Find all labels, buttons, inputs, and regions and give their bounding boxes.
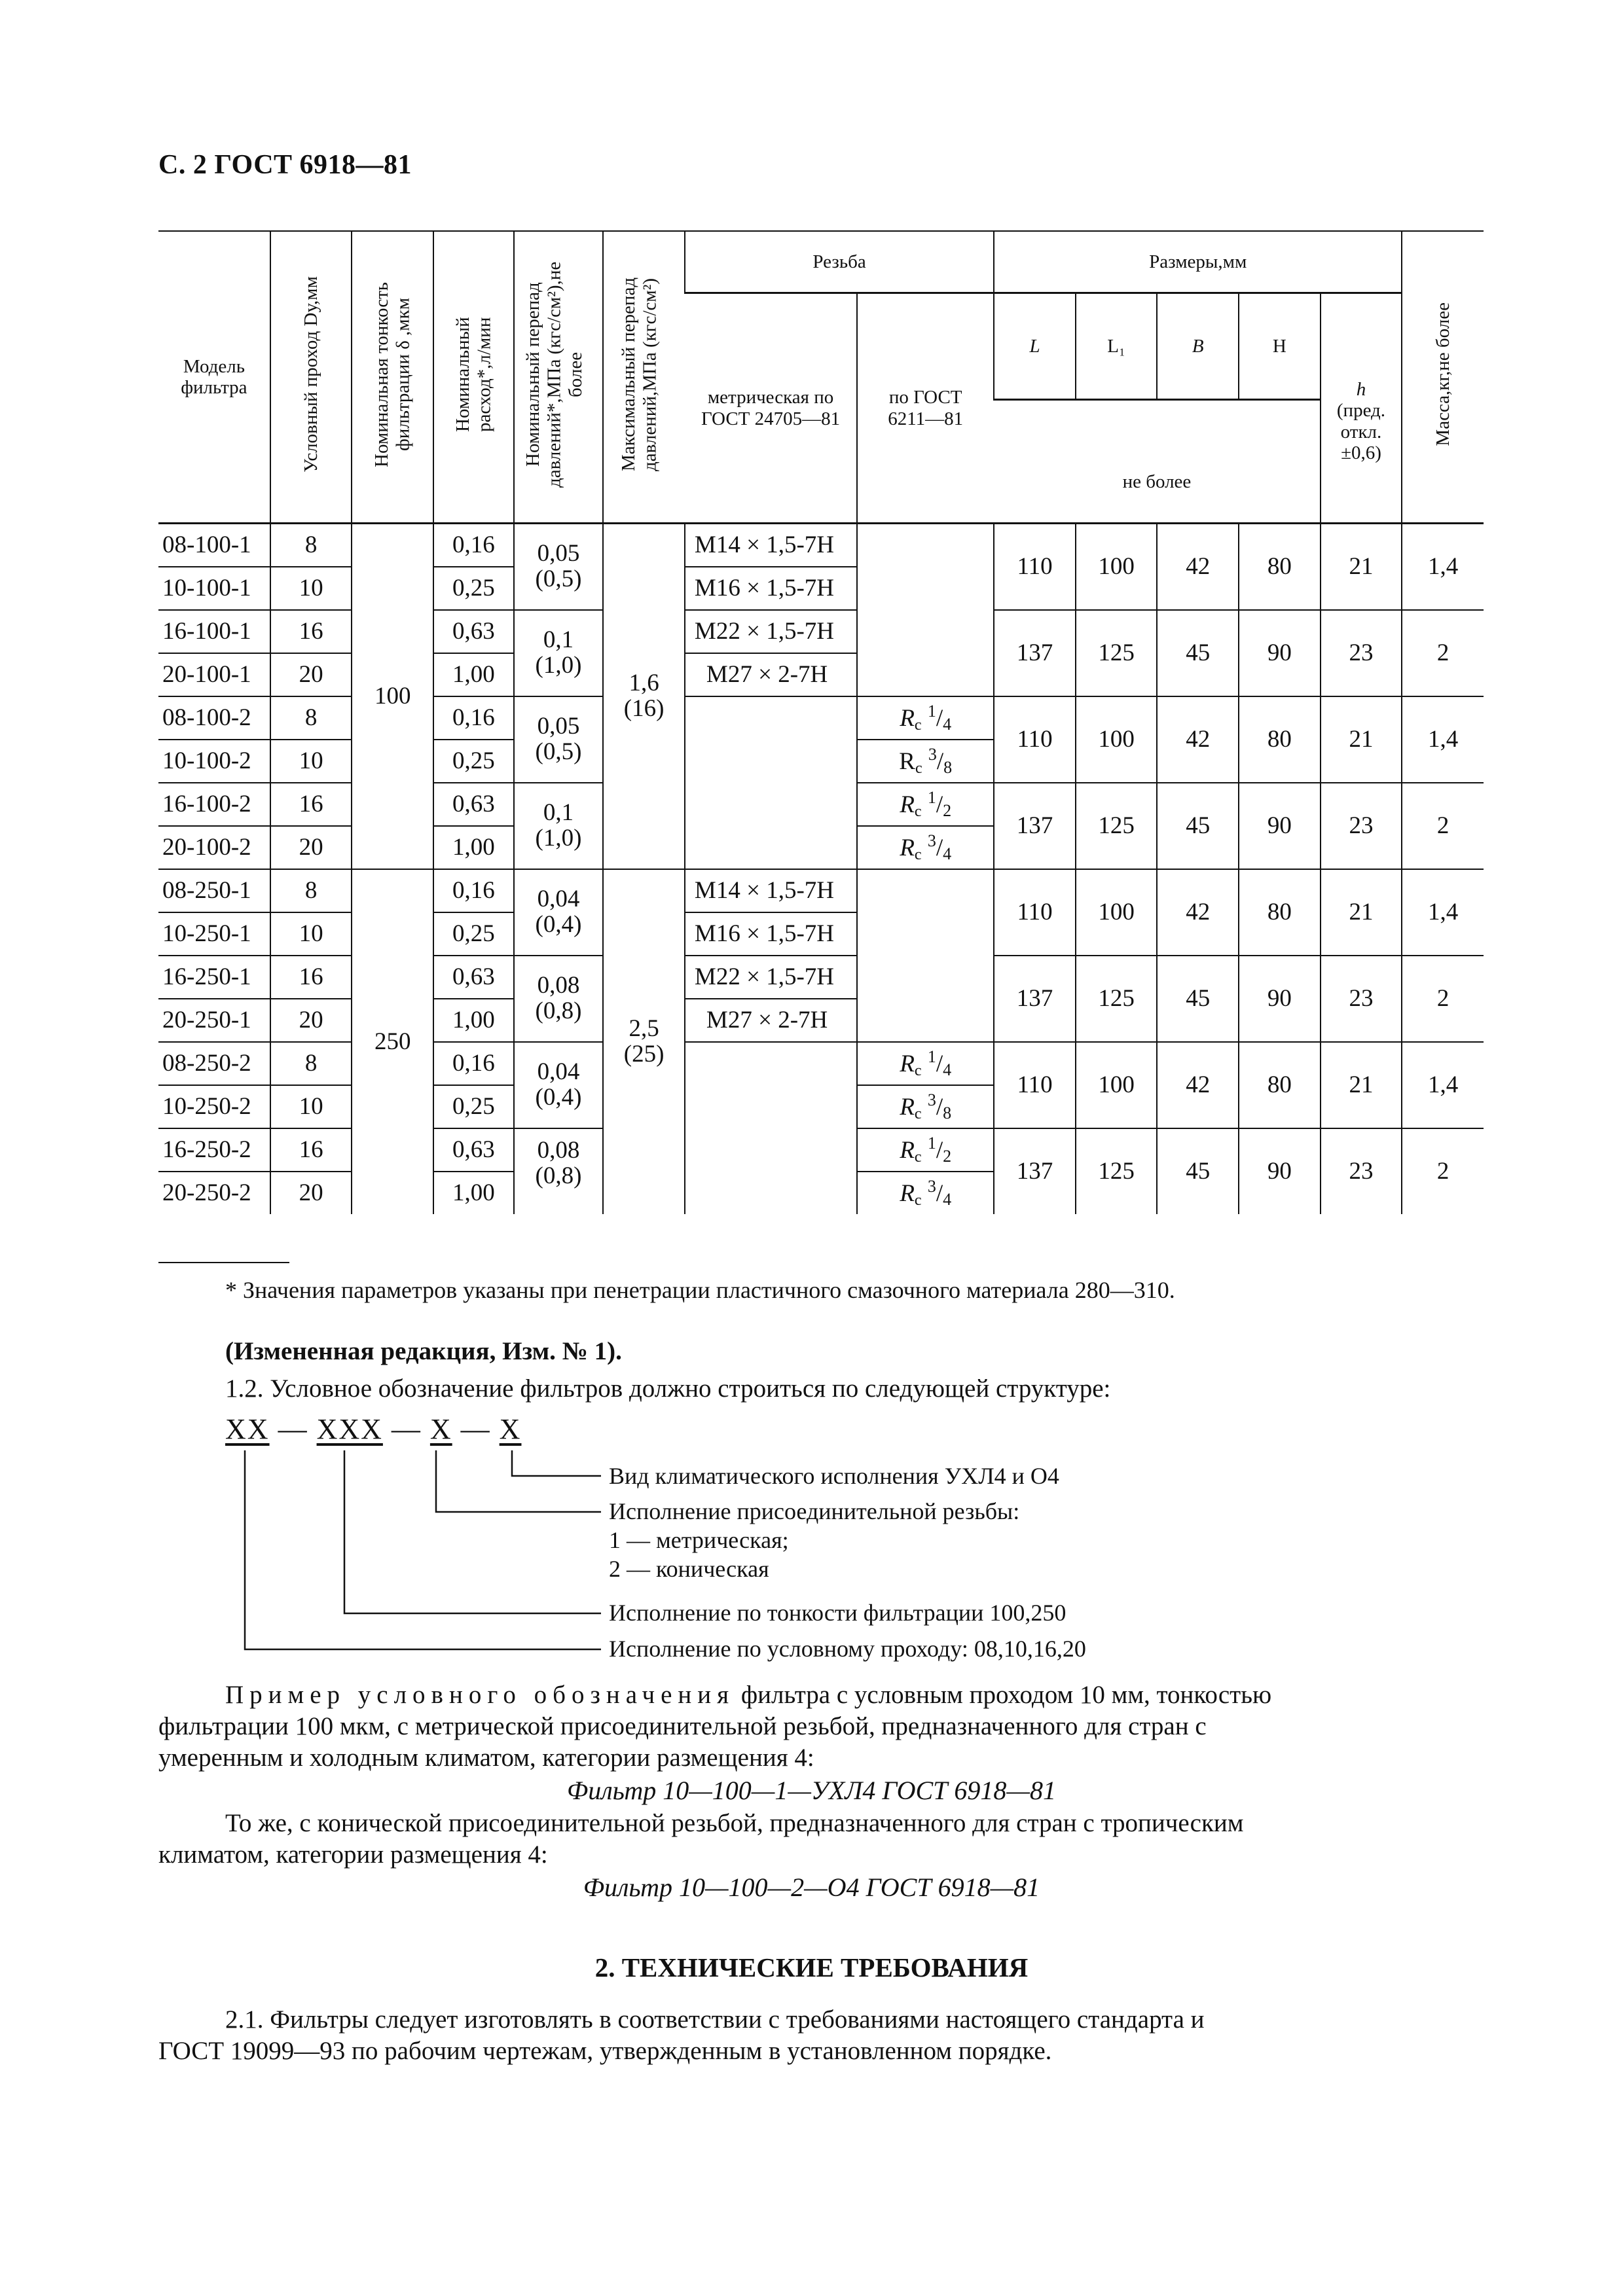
nominal-drop-mpa: 0,04 (537, 886, 580, 913)
cell-dy: 20 (270, 826, 352, 869)
cell-model: 08-250-2 (158, 1042, 270, 1085)
cell-H: 90 (1239, 610, 1321, 696)
example2-line2: климатом, категории размещения 4: (158, 1840, 548, 1869)
thread-r-sub: c (915, 759, 922, 777)
example2-designation: Фильтр 10—100—2—О4 ГОСТ 6918—81 (583, 1873, 1040, 1902)
cell-conic-thread: $R_c$ $^1$/2 (857, 783, 994, 826)
cell-h: 21 (1321, 524, 1402, 611)
code-diameter: XX (225, 1413, 270, 1445)
cell-mass: 2 (1402, 1128, 1484, 1214)
header-nominal-drop: Номинальный перепад давлений*,МПа (кгс/см²),не более (514, 231, 604, 524)
cell-h: 23 (1321, 956, 1402, 1042)
thread-den: 2 (943, 800, 952, 820)
cell-flow: 0,25 (433, 912, 514, 956)
cell-conic-thread: $R_c$ $^3$/4 (857, 1172, 994, 1214)
header-dy: Условный проход Dу,мм (270, 231, 352, 524)
header-B: B (1157, 293, 1239, 400)
cell-dy: 16 (270, 1128, 352, 1172)
thread-num: 1 (927, 787, 936, 807)
thread-r-sub: c (914, 802, 922, 820)
cell-L1: 125 (1076, 783, 1158, 869)
example1-line1-rest: фильтра с условным проходом 10 мм, тонкостью (735, 1681, 1272, 1709)
cell-h: 23 (1321, 783, 1402, 869)
cell-L1: 125 (1076, 610, 1158, 696)
cell-B: 42 (1157, 524, 1239, 611)
cell-flow: 0,16 (433, 696, 514, 740)
thread-r: R (900, 1179, 915, 1207)
nominal-drop-kgf: (0,8) (535, 1162, 582, 1189)
thread-r-sub: c (914, 1105, 922, 1122)
cell-h: 21 (1321, 696, 1402, 783)
cell-mass: 2 (1402, 956, 1484, 1042)
cell-model: 10-100-2 (158, 740, 270, 783)
leader-line-diameter (245, 1450, 601, 1649)
nominal-drop-kgf: (0,5) (535, 738, 582, 765)
nominal-drop-mpa: 0,04 (537, 1058, 580, 1086)
cell-flow: 0,16 (433, 524, 514, 567)
header-h-symbol: h (1356, 378, 1366, 400)
cell-L1: 125 (1076, 1128, 1158, 1214)
cell-H: 90 (1239, 783, 1321, 869)
thread-r-sub: c (914, 1191, 922, 1209)
cell-metric-thread: M16 × 1,5-7H (685, 567, 857, 610)
code-climate: X (499, 1413, 522, 1445)
header-flow: Номинальный расход*,л/мин (433, 231, 514, 524)
cell-fineness: 100 (352, 524, 433, 870)
cell-L: 110 (994, 869, 1076, 956)
cell-conic-thread: $R_c$ $^3$/4 (857, 826, 994, 869)
thread-r-sub: c (914, 716, 922, 734)
max-drop-kgf: (25) (623, 1041, 665, 1067)
example1-line2: фильтрации 100 мкм, с метрической присоединительной резьбой, предназначенного для стран с (158, 1712, 1207, 1740)
cell-conic-thread: $R_c$ $^3$/8 (857, 740, 994, 783)
cell-metric-thread: M16 × 1,5-7H (685, 912, 857, 956)
cell-model: 16-250-1 (158, 956, 270, 999)
cell-model: 16-100-2 (158, 783, 270, 826)
cell-model: 20-100-2 (158, 826, 270, 869)
header-H: H (1239, 293, 1321, 400)
header-fineness: Номинальная тонкость фильтрации δ ,мкм (352, 231, 433, 524)
header-not-more: не более (994, 400, 1320, 524)
cell-mass: 2 (1402, 783, 1484, 869)
cell-H: 90 (1239, 1128, 1321, 1214)
thread-r: R (900, 834, 915, 861)
thread-r: R (900, 1093, 915, 1121)
cell-metric-thread: M14 × 1,5-7H (685, 869, 857, 912)
cell-dy: 8 (270, 524, 352, 567)
cell-L: 137 (994, 783, 1076, 869)
cell-flow: 1,00 (433, 653, 514, 696)
cell-H: 80 (1239, 696, 1321, 783)
code-thread: X (429, 1413, 452, 1445)
thread-num: 3 (927, 1176, 936, 1196)
cell-model: 16-250-2 (158, 1128, 270, 1172)
cell-model: 16-100-1 (158, 610, 270, 653)
cell-model: 10-250-2 (158, 1085, 270, 1128)
header-thread-gost: по ГОСТ 6211—81 (857, 293, 994, 524)
max-drop-mpa: 2,5 (629, 1015, 659, 1043)
paragraph-1-2: 1.2. Условное обозначение фильтров должно строиться по следующей структуре: (225, 1374, 1111, 1403)
cell-h: 21 (1321, 869, 1402, 956)
cell-dy: 10 (270, 1085, 352, 1128)
cell-H: 80 (1239, 869, 1321, 956)
header-model: Модель фильтра (158, 231, 270, 524)
cell-h: 23 (1321, 610, 1402, 696)
thread-num: 1 (927, 701, 936, 721)
nominal-drop-kgf: (1,0) (535, 652, 582, 679)
cell-L: 110 (994, 524, 1076, 611)
header-dimensions: Размеры,мм (994, 231, 1402, 293)
dash: — (452, 1413, 500, 1445)
nominal-drop-mpa: 0,08 (537, 972, 580, 999)
cell-flow: 0,63 (433, 783, 514, 826)
thread-den: 2 (943, 1146, 952, 1166)
thread-den: 4 (943, 1060, 952, 1079)
cell-B: 42 (1157, 1042, 1239, 1128)
example2-line1: То же, с конической присоединительной резьбой, предназначенного для стран с тропическим (225, 1809, 1244, 1837)
cell-dy: 10 (270, 740, 352, 783)
header-L1: L₁ (1076, 293, 1158, 400)
thread-den: 4 (943, 844, 952, 863)
nominal-drop-kgf: (0,5) (535, 565, 582, 592)
dash: — (382, 1413, 430, 1445)
cell-dy: 8 (270, 696, 352, 740)
cell-flow: 1,00 (433, 1172, 514, 1214)
cell-dy: 16 (270, 956, 352, 999)
cell-L1: 100 (1076, 696, 1158, 783)
nominal-drop-kgf: (0,8) (535, 997, 582, 1024)
nominal-drop-mpa: 0,05 (537, 713, 580, 740)
legend-thread: Исполнение присоединительной резьбы: (609, 1498, 1020, 1524)
example1-designation: Фильтр 10—100—1—УХЛ4 ГОСТ 6918—81 (567, 1776, 1056, 1805)
cell-dy: 10 (270, 567, 352, 610)
cell-L: 137 (994, 956, 1076, 1042)
example1-line3: умеренным и холодным климатом, категории размещения 4: (158, 1744, 814, 1772)
header-thread-metric: метрическая по ГОСТ 24705—81 (685, 293, 857, 524)
nominal-drop-mpa: 0,08 (537, 1137, 580, 1164)
header-max-drop: Максимальный перепад давлений,МПа (кгс/см²) (603, 231, 685, 524)
cell-B: 45 (1157, 610, 1239, 696)
cell-model: 20-250-1 (158, 999, 270, 1042)
cell-flow: 1,00 (433, 999, 514, 1042)
cell-flow: 1,00 (433, 826, 514, 869)
leader-line-fineness (344, 1450, 601, 1613)
cell-L1: 125 (1076, 956, 1158, 1042)
cell-mass: 1,4 (1402, 869, 1484, 956)
nominal-drop-mpa: 0,1 (543, 626, 574, 654)
cell-conic-thread: $R_c$ $^1$/4 (857, 1042, 994, 1085)
header-h-tolerance: (пред. откл. ±0,6) (1336, 400, 1386, 463)
cell-flow: 0,25 (433, 567, 514, 610)
thread-den: 8 (943, 757, 953, 777)
cell-conic-thread: $R_c$ $^1$/2 (857, 1128, 994, 1172)
cell-metric-thread: M27 × 2-7H (685, 653, 857, 696)
cell-flow: 0,63 (433, 1128, 514, 1172)
cell-model: 08-250-1 (158, 869, 270, 912)
thread-r: R (900, 791, 915, 818)
cell-model: 08-100-1 (158, 524, 270, 567)
cell-flow: 0,16 (433, 869, 514, 912)
cell-metric-thread: M22 × 1,5-7H (685, 610, 857, 653)
thread-den: 8 (943, 1103, 952, 1122)
nominal-drop-mpa: 0,1 (543, 799, 574, 827)
cell-metric-thread: M22 × 1,5-7H (685, 956, 857, 999)
thread-r: R (900, 704, 915, 732)
thread-r: R (900, 1136, 915, 1164)
cell-B: 45 (1157, 956, 1239, 1042)
example1-line1 (225, 1679, 1482, 1711)
legend-thread-conic: 2 — коническая (609, 1556, 769, 1582)
cell-B: 42 (1157, 869, 1239, 956)
thread-num: 3 (927, 831, 936, 850)
cell-H: 80 (1239, 1042, 1321, 1128)
thread-num: 1 (927, 1133, 936, 1153)
cell-L: 137 (994, 610, 1076, 696)
cell-flow: 0,63 (433, 956, 514, 999)
cell-mass: 1,4 (1402, 696, 1484, 783)
cell-flow: 0,16 (433, 1042, 514, 1085)
changed-edition-note: (Измененная редакция, Изм. № 1). (225, 1337, 622, 1365)
section-2-paragraph-line1: 2.1. Фильтры следует изготовлять в соответствии с требованиями настоящего стандарта и (225, 2005, 1205, 2034)
cell-model: 20-250-2 (162, 1179, 251, 1206)
header-mass: Масса,кг,не более (1402, 231, 1484, 524)
cell-flow: 0,63 (433, 610, 514, 653)
cell-dy: 20 (270, 1172, 352, 1214)
section-2-title: 2. ТЕХНИЧЕСКИЕ ТРЕБОВАНИЯ (594, 1952, 1029, 1982)
cell-dy: 20 (270, 653, 352, 696)
nominal-drop-kgf: (1,0) (535, 825, 582, 852)
cell-dy: 16 (270, 783, 352, 826)
legend-diameter: Исполнение по условному проходу: 08,10,16,20 (609, 1636, 1086, 1662)
cell-model: 10-100-1 (158, 567, 270, 610)
nominal-drop-kgf: (0,4) (535, 911, 582, 938)
thread-r: R (900, 1050, 915, 1077)
thread-num: 1 (927, 1047, 936, 1066)
thread-r: R (899, 747, 915, 775)
cell-model: 08-100-2 (158, 696, 270, 740)
cell-H: 80 (1239, 524, 1321, 611)
cell-H: 90 (1239, 956, 1321, 1042)
cell-L: 110 (994, 1042, 1076, 1128)
cell-B: 45 (1157, 1128, 1239, 1214)
cell-model: 10-250-1 (158, 912, 270, 956)
cell-h: 21 (1321, 1042, 1402, 1128)
thread-den: 4 (943, 1189, 952, 1209)
dash: — (269, 1413, 317, 1445)
cell-flow: 0,25 (433, 1085, 514, 1128)
cell-dy: 8 (270, 1042, 352, 1085)
cell-dy: 10 (270, 912, 352, 956)
cell-L: 137 (994, 1128, 1076, 1214)
thread-num: 3 (927, 1090, 936, 1109)
nominal-drop-kgf: (0,4) (535, 1084, 582, 1111)
legend-fineness: Исполнение по тонкости фильтрации 100,250 (609, 1600, 1067, 1626)
thread-den: 4 (943, 714, 952, 734)
cell-flow: 0,25 (433, 740, 514, 783)
legend-climate: Вид климатического исполнения УХЛ4 и О4 (609, 1463, 1059, 1489)
cell-model: 20-100-1 (158, 653, 270, 696)
cell-mass: 1,4 (1402, 524, 1484, 611)
thread-num: 3 (928, 744, 937, 764)
header-L: L (994, 293, 1076, 400)
cell-L1: 100 (1076, 869, 1158, 956)
section-2-paragraph-line2: ГОСТ 19099—93 по рабочим чертежам, утвержденным в установленном порядке. (158, 2037, 1052, 2065)
cell-dy: 8 (270, 869, 352, 912)
thread-r-sub: c (914, 846, 922, 863)
max-drop-mpa: 1,6 (629, 670, 659, 697)
header-thread: Резьба (685, 231, 994, 293)
cell-metric-thread: M14 × 1,5-7H (685, 524, 857, 567)
page-header: С. 2 ГОСТ 6918—81 (158, 150, 412, 180)
cell-L1: 100 (1076, 1042, 1158, 1128)
cell-mass: 2 (1402, 610, 1484, 696)
cell-dy: 16 (270, 610, 352, 653)
thread-r-sub: c (914, 1062, 922, 1079)
cell-B: 42 (1157, 696, 1239, 783)
leader-line-thread (436, 1450, 601, 1512)
footnote: * Значения параметров указаны при пенетрации пластичного смазочного материала 280—310. (225, 1277, 1175, 1303)
nominal-drop-mpa: 0,05 (537, 540, 580, 567)
cell-fineness: 250 (352, 869, 433, 1214)
cell-h: 23 (1321, 1128, 1402, 1214)
cell-metric-thread: M27 × 2-7H (685, 999, 857, 1042)
code-fineness: XXX (316, 1413, 383, 1445)
cell-dy: 20 (270, 999, 352, 1042)
max-drop-kgf: (16) (623, 695, 665, 722)
cell-conic-thread: $R_c$ $^3$/8 (857, 1085, 994, 1128)
cell-conic-thread: $R_c$ $^1$/4 (857, 696, 994, 740)
example-lead: Пример условного обозначения (225, 1681, 735, 1709)
thread-r-sub: c (914, 1148, 922, 1166)
cell-L: 110 (994, 696, 1076, 783)
cell-L1: 100 (1076, 524, 1158, 611)
cell-B: 45 (1157, 783, 1239, 869)
cell-mass: 1,4 (1402, 1042, 1484, 1128)
leader-line-climate (512, 1450, 601, 1476)
legend-thread-metric: 1 — метрическая; (609, 1527, 789, 1553)
